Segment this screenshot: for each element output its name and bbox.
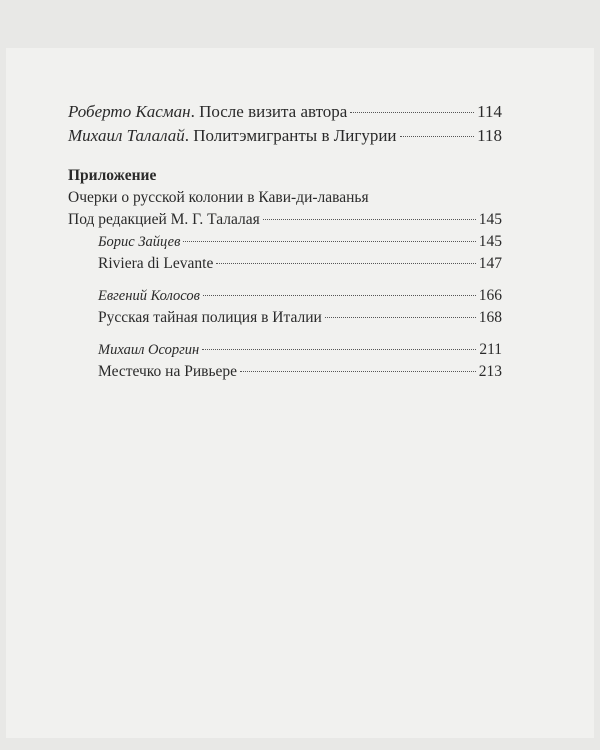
appendix-title: Местечко на Ривьере (98, 363, 238, 380)
dot-leader (240, 371, 476, 372)
appendix-author-entry (68, 285, 502, 307)
appendix-title-page: 213 (478, 363, 502, 380)
appendix-editor-page: 145 (478, 211, 502, 228)
dot-leader (263, 219, 476, 220)
appendix-title-entry (68, 307, 502, 329)
dot-leader (183, 241, 475, 242)
toc-entry (68, 100, 502, 124)
dot-leader (325, 317, 476, 318)
appendix-author: Борис Зайцев (98, 234, 181, 250)
appendix-title-page: 168 (478, 309, 502, 326)
appendix-subtitle: Очерки о русской колонии в Кави-ди-лаванья (68, 189, 369, 206)
appendix-author-entry (68, 231, 502, 253)
table-of-contents (68, 100, 502, 383)
dot-leader (400, 136, 475, 137)
appendix-title: Русская тайная полиция в Италии (98, 309, 322, 326)
book-page (6, 48, 594, 738)
toc-entry-title: . Политэмигранты в Лигурии (184, 126, 397, 145)
dot-leader (203, 295, 476, 296)
appendix-editor-entry (68, 209, 502, 231)
appendix-heading: Приложение (68, 167, 157, 184)
dot-leader (202, 349, 476, 350)
appendix-title-entry (68, 253, 502, 275)
dot-leader (350, 112, 474, 113)
appendix-title: Riviera di Levante (98, 255, 214, 272)
appendix-author: Евгений Колосов (98, 288, 200, 304)
toc-entry-author: Роберто Касман (68, 102, 191, 121)
appendix-author: Михаил Осоргин (98, 342, 200, 358)
toc-entry-page: 114 (477, 102, 502, 121)
appendix-author-page: 211 (479, 341, 502, 358)
toc-entry-author: Михаил Талалай (68, 126, 185, 145)
appendix-editor-line: Под редакцией М. Г. Талалая (68, 211, 260, 228)
dot-leader (216, 263, 475, 264)
appendix-title-entry (68, 361, 502, 383)
appendix-author-page: 145 (478, 233, 502, 250)
toc-entry (68, 124, 502, 148)
appendix-author-entry (68, 339, 502, 361)
toc-entry-page: 118 (477, 126, 502, 145)
toc-entry-title: . После визита автора (190, 102, 348, 121)
appendix-title-page: 147 (478, 255, 502, 272)
appendix-author-page: 166 (478, 287, 502, 304)
